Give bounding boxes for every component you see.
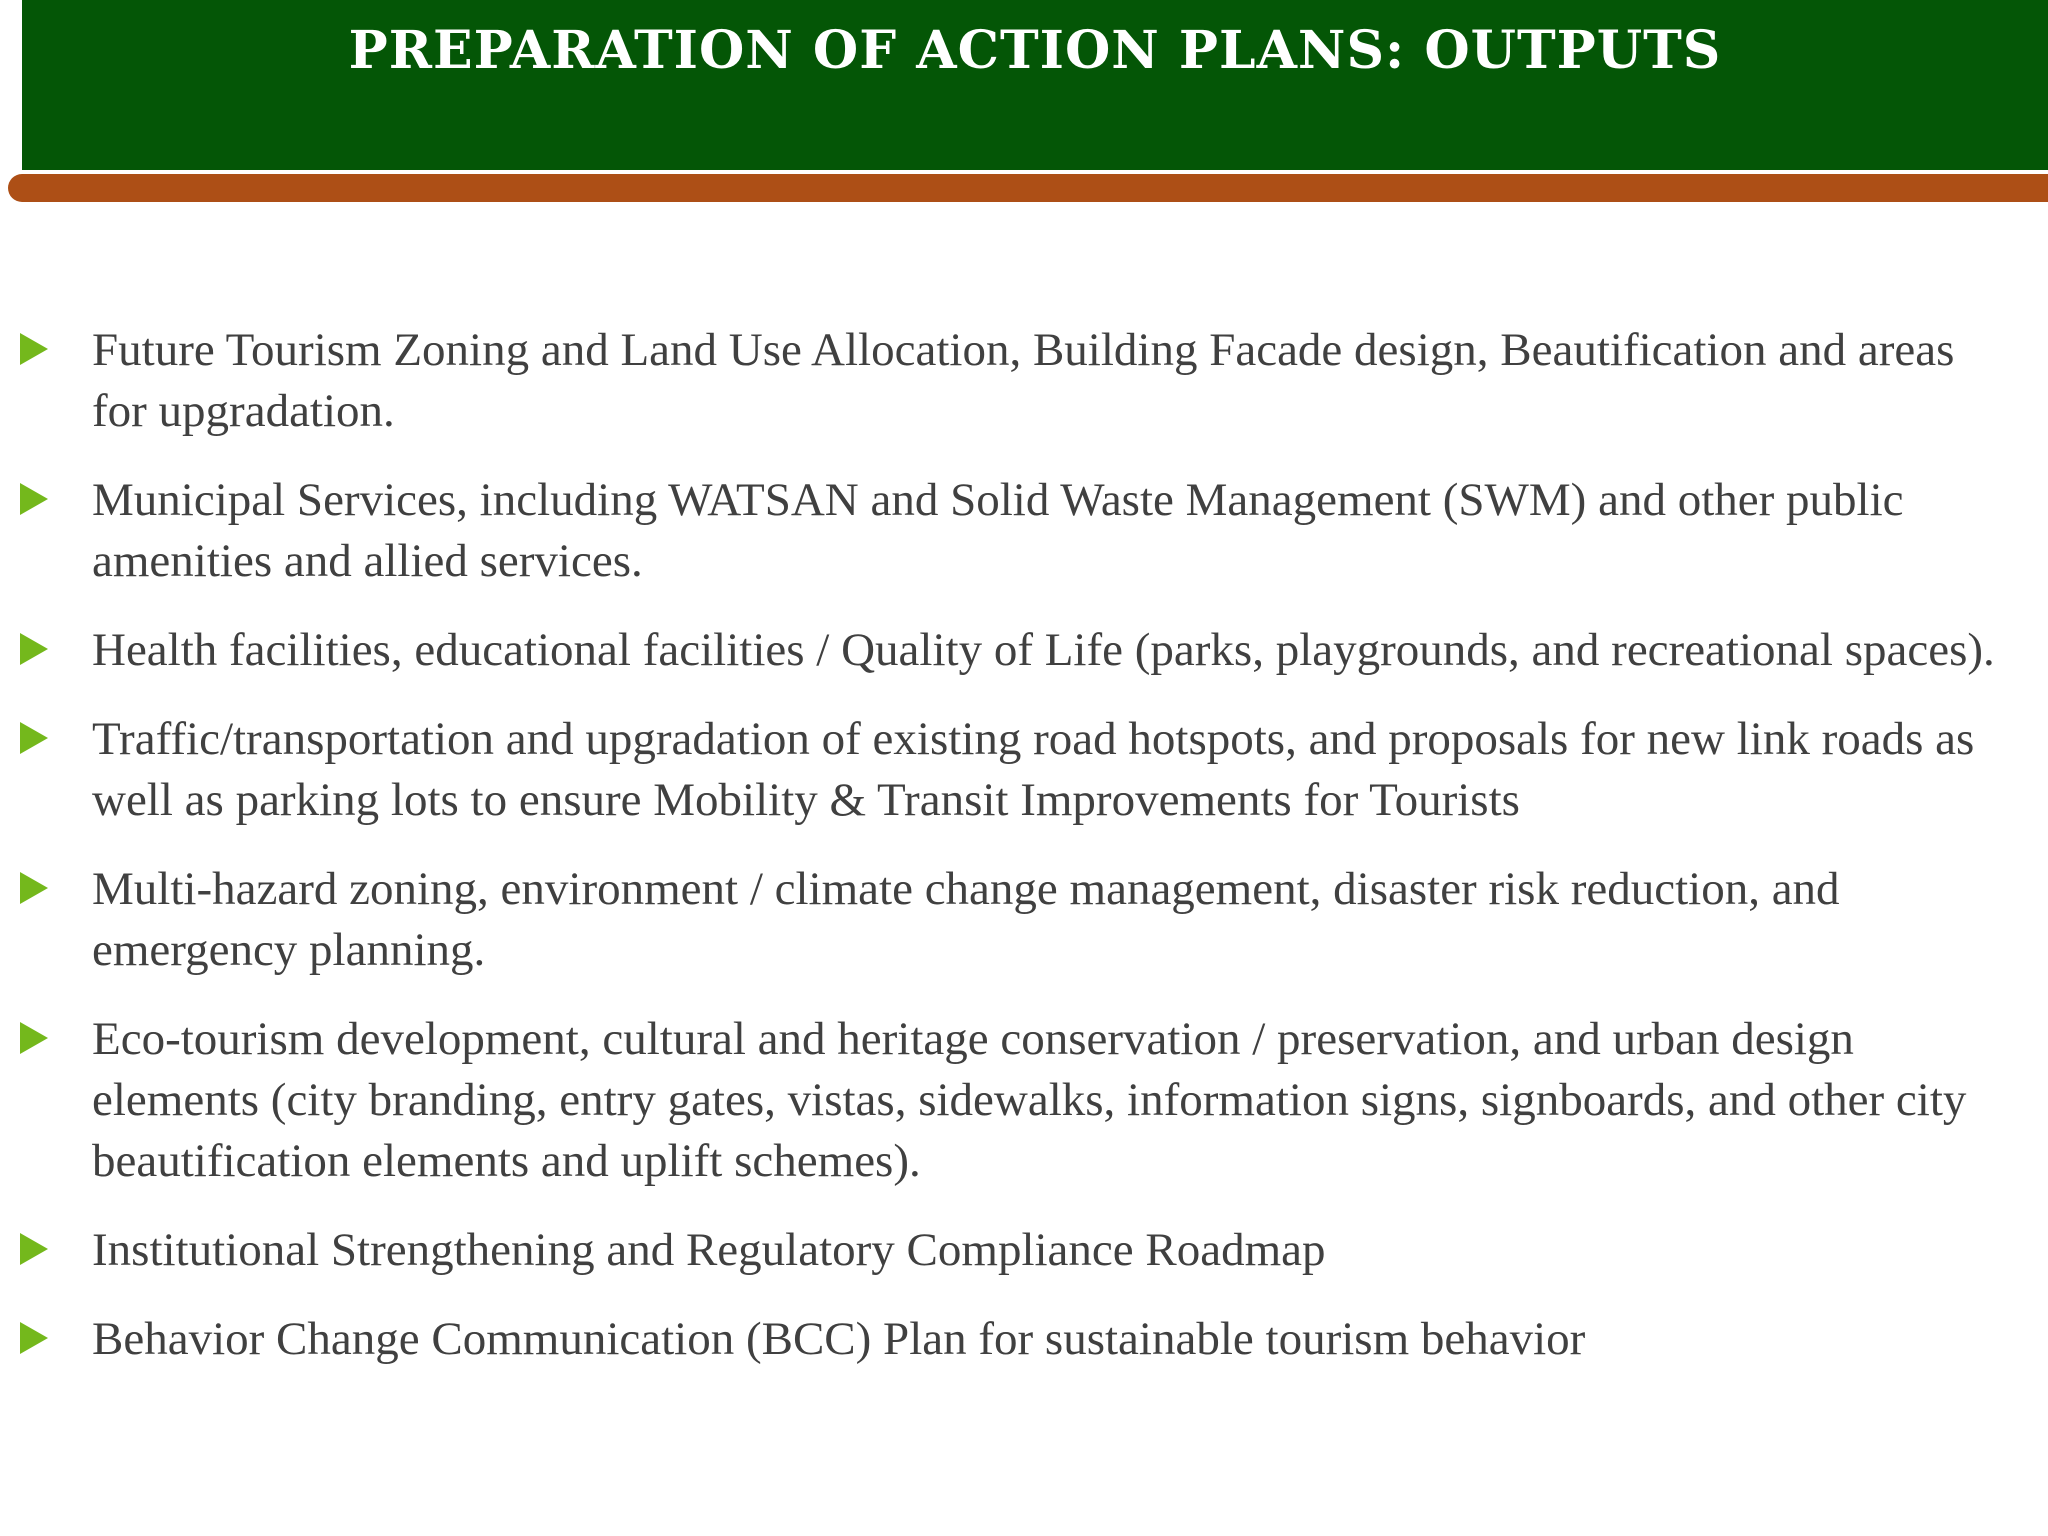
list-item-text: Health facilities, educational facilities / Quality of Life (parks, playgrounds, and recreational spaces). [92,624,1995,676]
triangle-bullet-icon [20,1322,48,1354]
list-item [0,1220,2048,1281]
accent-bar [8,174,2048,202]
triangle-bullet-icon [20,1022,48,1054]
triangle-bullet-icon [20,1233,48,1265]
list-item [0,859,2048,981]
list-item [0,320,2048,442]
list-item [0,709,2048,831]
list-item-text: Behavior Change Communication (BCC) Plan for sustainable tourism behavior [92,1313,1586,1365]
list-item-text: Eco-tourism development, cultural and heritage conservation / preservation, and urban design elements (city branding, entry gates, vistas, sidewalks, information signs, signboards, and other city beautification elements and uplift schemes). [92,1013,1967,1187]
list-item-text: Future Tourism Zoning and Land Use Allocation, Building Facade design, Beautification and areas for upgradation. [92,324,1955,437]
triangle-bullet-icon [20,722,48,754]
triangle-bullet-icon [20,633,48,665]
list-item-text: Traffic/transportation and upgradation of existing road hotspots, and proposals for new link roads as well as parking lots to ensure Mobility & Transit Improvements for Tourists [92,713,1975,826]
bullet-list [0,320,2048,1398]
list-item-text: Institutional Strengthening and Regulatory Compliance Roadmap [92,1224,1326,1276]
list-item-text: Municipal Services, including WATSAN and Solid Waste Management (SWM) and other public amenities and allied services. [92,474,1904,587]
triangle-bullet-icon [20,872,48,904]
list-item-text: Multi-hazard zoning, environment / climate change management, disaster risk reduction, and emergency planning. [92,863,1840,976]
list-item [0,620,2048,681]
list-item [0,470,2048,592]
slide-title: PREPARATION OF ACTION PLANS: OUTPUTS [348,20,1722,81]
triangle-bullet-icon [20,483,48,515]
triangle-bullet-icon [20,333,48,365]
list-item [0,1009,2048,1192]
list-item [0,1309,2048,1370]
